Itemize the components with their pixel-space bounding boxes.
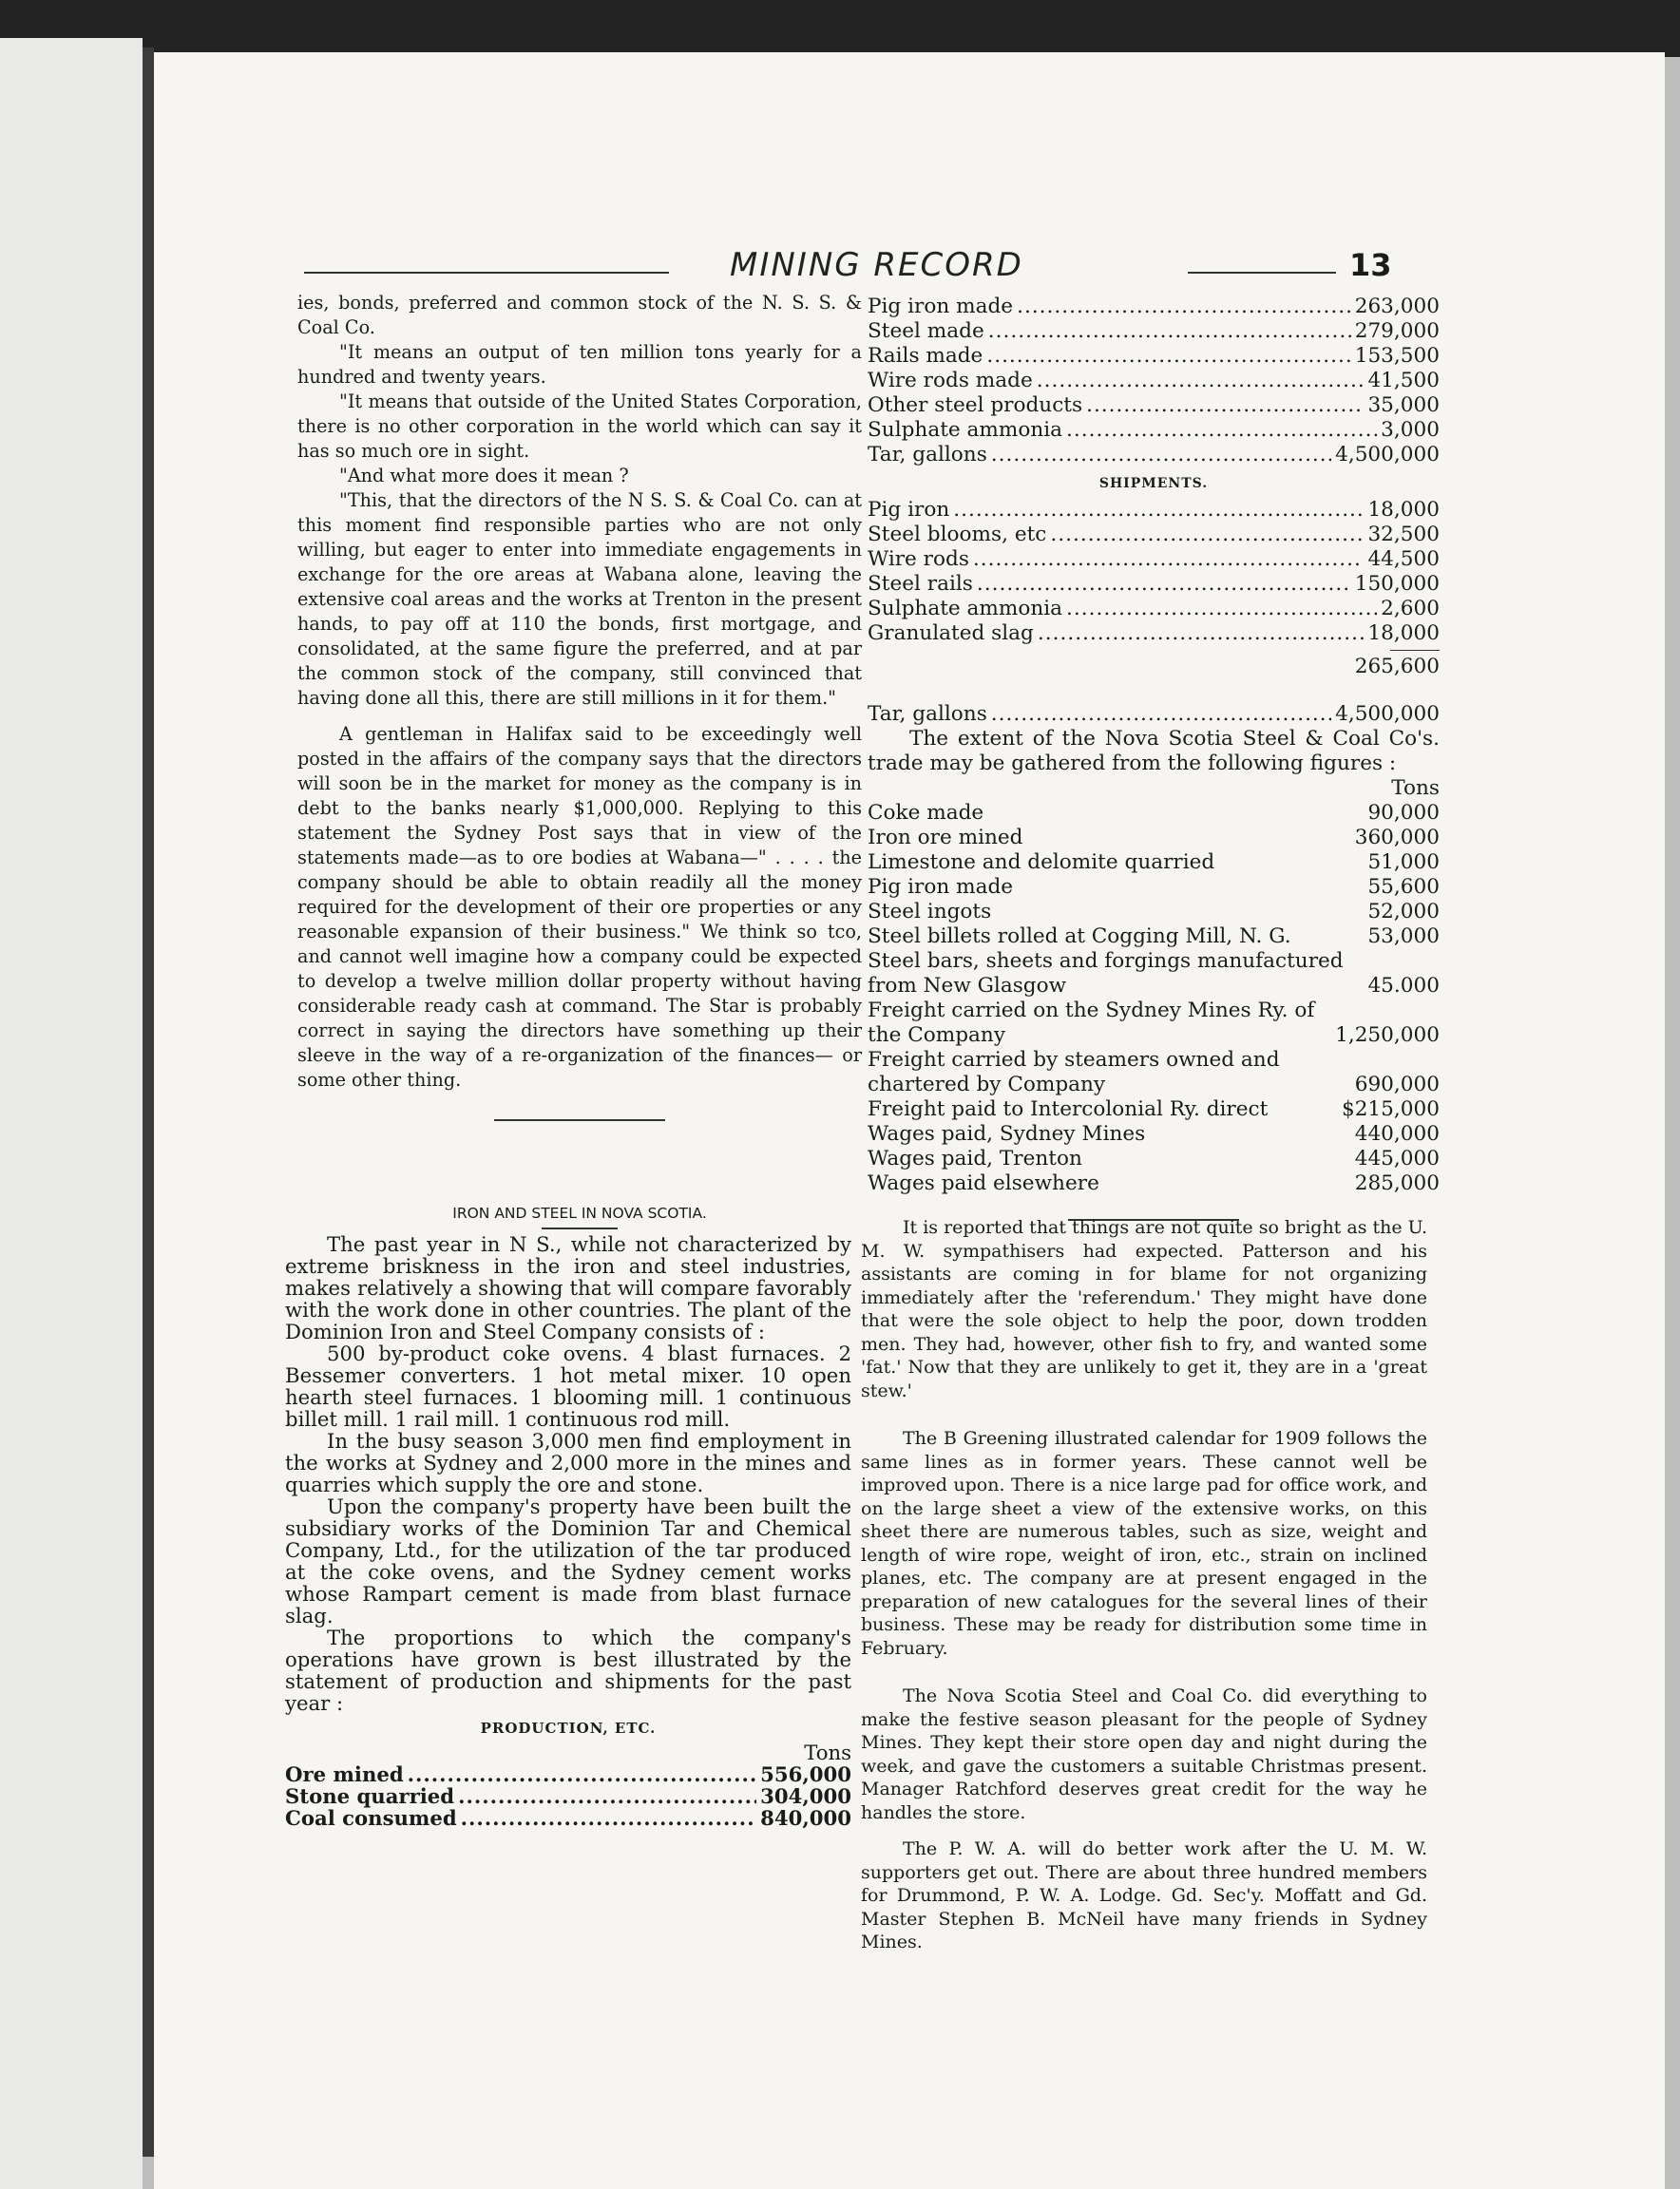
row-value: 4,500,000 [1335,702,1440,726]
section-heading: IRON AND STEEL IN NOVA SCOTIA. [452,1205,707,1222]
paragraph: In the busy season 3,000 men find employment in the works at Sydney and 2,000 more in the mines and quarries which supply the ore and stone. [285,1429,851,1496]
news-paragraph: The Nova Scotia Steel and Coal Co. did everything to make the festive season pleasant for the people of Sydney Mines. They kept their store open day and night during the week, and gave the customers a suitable Christmas present. Manager Ratchford deserves great credit for the way he handles the store. [861,1685,1427,1823]
row-value: $215,000 [1341,1097,1440,1121]
shipments-heading: SHIPMENTS. [1098,476,1209,491]
table-row [285,1763,851,1785]
row-value: 53,000 [1367,924,1440,948]
paragraph: "It means that outside of the United States Corporation, there is no other corporation in the world which can say it has so much ore in sight. [297,390,862,462]
table-row [868,319,1440,344]
row-label: Rails made [868,344,983,368]
row-label: Iron ore mined [868,826,1023,849]
row-label: Pig iron [868,498,950,522]
row-value: 840,000 [760,1806,851,1830]
row-label: Steel bars, sheets and forgings manufactured from New Glasgow [868,949,1344,998]
row-label: Steel made [868,319,984,343]
row-value: 41,500 [1367,369,1440,392]
paragraph: The past year in N S., while not characterized by extreme briskness in the iron and steel industries, makes relatively a showing that will compare favorably with the work done in other countries. The plant of the Dominion Iron and Steel Company consists of : [285,1232,851,1343]
table-row [868,826,1440,850]
row-value: 45.000 [1367,974,1440,998]
nova-scotia-steel-table [868,801,1440,1196]
shipments-table [868,498,1440,646]
row-label: Sulphate ammonia [868,418,1063,442]
row-label: Wages paid, Trenton [868,1147,1082,1171]
table-row [868,1171,1440,1196]
table-row [868,801,1440,826]
table-row [868,1097,1440,1122]
row-label: Tar, gallons [868,702,987,726]
table-row [868,621,1440,646]
row-label: Steel rails [868,572,973,596]
row-label: Freight carried by steamers owned and chartered by Company [868,1048,1280,1096]
nova-intro: The extent of the Nova Scotia Steel & Coal Co's. trade may be gathered from the following figures : [868,727,1440,775]
row-value: 18,000 [1367,621,1440,645]
row-value: 440,000 [1354,1122,1440,1146]
row-label: Steel blooms, etc [868,523,1047,546]
row-value: 285,000 [1354,1171,1440,1195]
row-label: Limestone and delomite quarried [868,850,1215,874]
row-value: 445,000 [1354,1147,1440,1171]
table-row [868,547,1440,572]
article-divider [494,1119,665,1121]
table-row [868,900,1440,924]
paragraph: Upon the company's property have been built the subsidiary works of the Dominion Tar and Chemical Company, Ltd., for the utilization of the tar produced at the coke ovens, and the Sydney cement works whose Rampart cement is made from blast furnace slag. [285,1494,851,1627]
table-row [868,393,1440,418]
shipments-total: 265,600 [1354,655,1440,678]
table-row [868,344,1440,369]
table-row [868,369,1440,393]
row-label: Granulated slag [868,621,1034,645]
row-label: Steel ingots [868,900,992,923]
table-row [868,597,1440,621]
total-rule [1390,650,1440,651]
row-value: 690,000 [1354,1073,1440,1096]
row-value: 153,500 [1354,344,1440,368]
table-row [868,443,1440,467]
paragraph: "This, that the directors of the N S. S. & Coal Co. can at this moment find responsible parties who are not only willing, but eager to enter into immediate engagements in exchange for the ore areas at Wabana alone, leaving the extensive coal areas and the works at Trenton in the present hands, to pay off at 110 the bonds, first mortgage, and consolidated, at the same figure the preferred, and at par the common stock of the company, still convinced that having done all this, there are still millions in it for them." [297,489,862,709]
row-label: Pig iron made [868,875,1014,899]
left-column-upper [297,291,862,1138]
paragraph: ies, bonds, preferred and common stock of the N. S. S. & Coal Co. [297,292,862,338]
nova-unit: Tons [1391,776,1440,800]
table-row [868,924,1440,949]
news-paragraph: The P. W. A. will do better work after the U. M. W. supporters get out. There are about three hundred members for Drummond, P. W. A. Lodge. Gd. Sec'y. Moffatt and Gd. Master Stephen B. McNeil have many friends in Sydney Mines. [861,1838,1427,1952]
row-label: Other steel products [868,393,1083,417]
paragraph: A gentleman in Halifax said to be exceedingly well posted in the affairs of the company says that the directors will soon be in the market for money as the company is in debt to the banks nearly $1,000,000. Replying to this statement the Sydney Post says that in view of the statements made—as to ore bodies at Wabana—" . . . . the company should be able to obtain readily all the money required for the development of their ore properties or any reasonable expansion of their business." We think so tco, and cannot well imagine how a company could be expected to develop a twelve million dollar property without having considerable ready cash at command. The Star is probably correct in saying the directors have something up their sleeve in the way of a re-organization of the finances— or some other thing. [297,723,862,1091]
page-title: MINING RECORD [730,246,1023,284]
row-label: Stone quarried [285,1784,455,1808]
row-value: 44,500 [1367,547,1440,571]
right-column-lower [861,1216,1427,1954]
news-paragraph: It is reported that things are not quite so bright as the U. M. W. sympathisers had expected. Patterson and his assistants are coming in for blame for not organizing immediately after the 'referendum.' They might have done that were the sole object to help the poor, down trodden men. They had, however, other fish to fry, and wanted some 'fat.' Now that they are unlikely to get it, they are in a 'great stew.' [861,1217,1427,1401]
row-label: Sulphate ammonia [868,597,1063,620]
row-value: 51,000 [1367,850,1440,874]
row-value: 360,000 [1354,826,1440,849]
row-value: 18,000 [1367,498,1440,522]
paragraph: "It means an output of ten million tons yearly for a hundred and twenty years. [297,341,862,388]
row-value: 32,500 [1367,523,1440,546]
table-row [868,875,1440,900]
row-label: Coal consumed [285,1806,457,1830]
row-value: 52,000 [1367,900,1440,923]
production-table-continued [868,295,1440,467]
row-label: Tar, gallons [868,443,987,466]
row-value: 55,600 [1367,875,1440,899]
header-rule-right [1188,272,1336,274]
production-table [285,1763,851,1829]
row-label: Coke made [868,801,984,825]
row-value: 35,000 [1367,393,1440,417]
left-column-lower [285,1233,851,1829]
table-row [868,1048,1440,1097]
row-value: 2,600 [1381,597,1440,620]
table-row [868,949,1440,999]
table-row [868,572,1440,597]
row-label: Wire rods [868,547,969,571]
scan-top-border [0,0,1680,57]
table-row [868,523,1440,547]
paragraph: The proportions to which the company's operations have grown is best illustrated by the statement of production and shipments for the past year : [285,1626,851,1715]
table-row [868,1122,1440,1147]
row-label: Wages paid elsewhere [868,1171,1099,1195]
facing-page-margin [0,38,143,2189]
table-row [868,295,1440,319]
header-rule-left [304,272,669,274]
production-unit: Tons [804,1741,851,1764]
table-row [868,418,1440,443]
heading-underline [542,1228,618,1229]
row-value: 304,000 [760,1784,851,1808]
page-number: 13 [1349,247,1392,283]
table-row [868,850,1440,875]
row-value: 263,000 [1354,295,1440,318]
row-value: 279,000 [1354,319,1440,343]
production-heading: PRODUCTION, ETC. [480,1720,657,1737]
row-label: Steel billets rolled at Cogging Mill, N. G. [868,924,1291,948]
news-paragraph: The B Greening illustrated calendar for 1909 follows the same lines as in former years. These cannot well be improved upon. There is a nice large pad for office work, and on the large sheet a view of the extensive works, on this sheet there are numerous tables, such as size, weight and length of wire rope, weight of iron, etc., strain on inclined planes, etc. The company are at present engaged in the preparation of new catalogues for the several lines of their business. These may be ready for distribution some time in February. [861,1428,1427,1659]
table-row [868,702,1440,727]
row-label: Pig iron made [868,295,1014,318]
row-value: 3,000 [1381,418,1440,442]
row-label: Wire rods made [868,369,1033,392]
row-label: Ore mined [285,1762,404,1786]
paragraph: 500 by-product coke ovens. 4 blast furnaces. 2 Bessemer converters. 1 hot metal mixer. 10 open hearth steel furnaces. 1 blooming mill. 1 continuous billet mill. 1 rail mill. 1 continuous rod mill. [285,1342,851,1431]
row-value: 90,000 [1367,801,1440,825]
page-header [304,246,1392,284]
row-label: Wages paid, Sydney Mines [868,1122,1146,1146]
row-value: 1,250,000 [1335,1023,1440,1047]
table-row [868,498,1440,523]
row-value: 150,000 [1354,572,1440,596]
table-row [285,1785,851,1807]
row-label: Freight carried on the Sydney Mines Ry. of the Company [868,999,1315,1047]
row-value: 556,000 [760,1762,851,1786]
row-label: Freight paid to Intercolonial Ry. direct [868,1097,1269,1121]
table-row [285,1807,851,1829]
row-value: 4,500,000 [1335,443,1440,466]
paragraph: "And what more does it mean ? [339,465,629,486]
binding-spine [143,48,154,2157]
shipments-total-row [868,655,1440,679]
table-row [868,999,1440,1048]
right-column-upper [868,295,1440,1238]
table-row [868,1147,1440,1171]
